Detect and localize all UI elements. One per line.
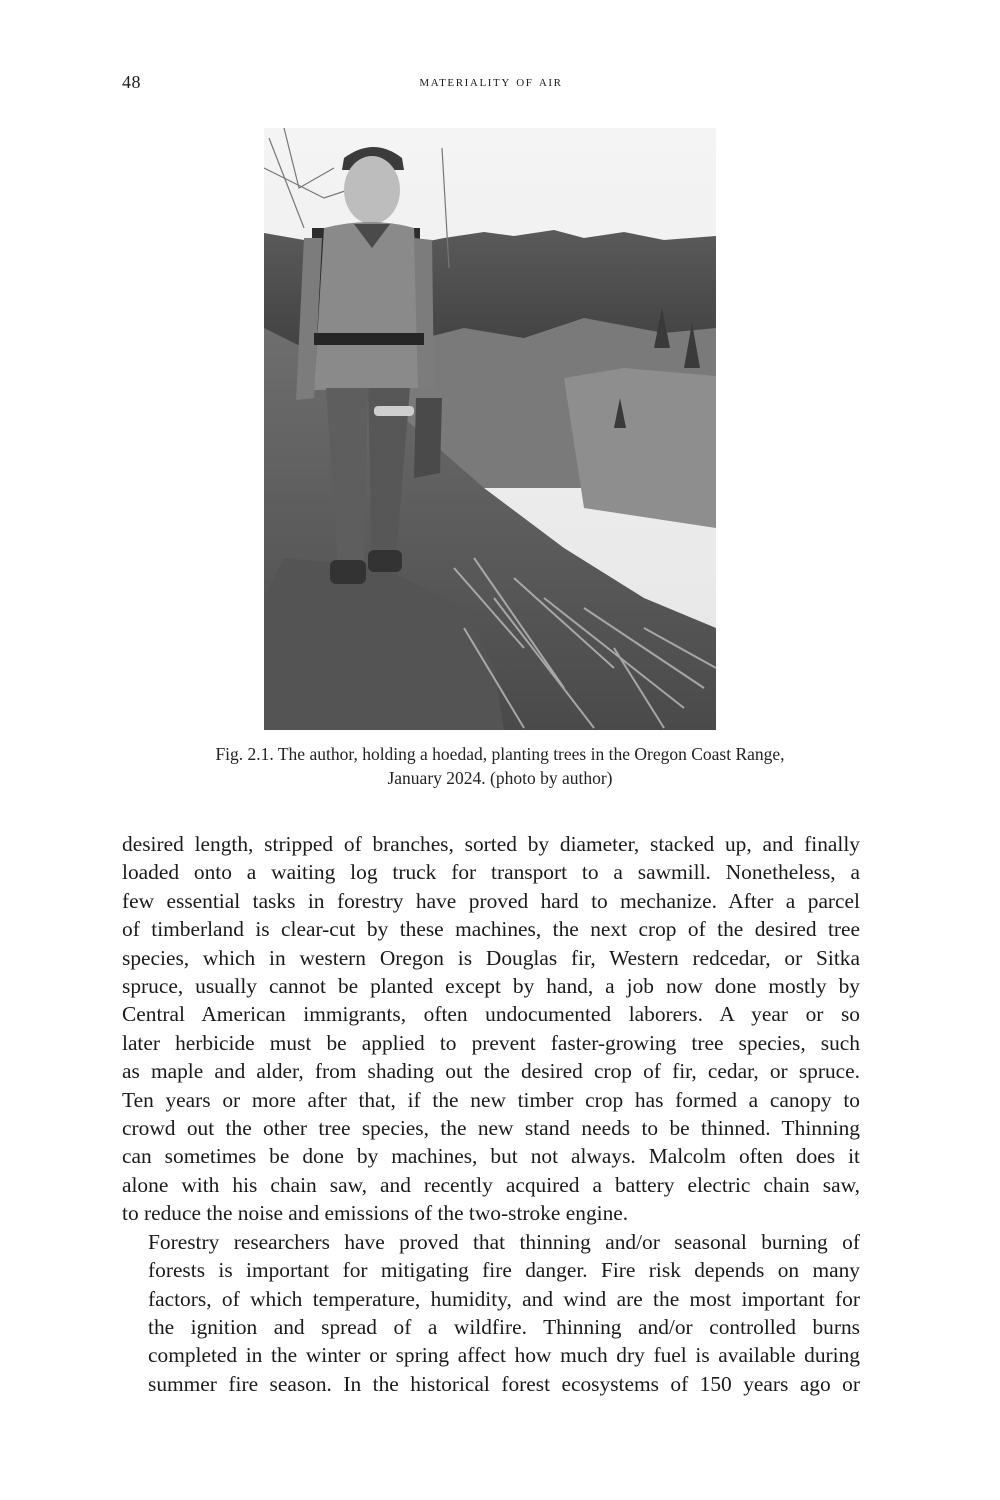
body-text xyxy=(122,830,860,1398)
text-line: Ten years or more after that, if the new timber crop has formed a canopy to xyxy=(122,1087,860,1112)
text-line: factors, of which temperature, humidity, and wind are the most important for xyxy=(148,1286,860,1311)
figure-caption xyxy=(130,742,870,790)
text-line: species, which in western Oregon is Douglas fir, Western redcedar, or Sitka xyxy=(122,945,860,970)
paragraph-2 xyxy=(122,1228,860,1398)
text-line: completed in the winter or spring affect how much dry fuel is available during xyxy=(148,1343,860,1368)
running-head xyxy=(122,72,860,96)
page-number: 48 xyxy=(122,72,141,92)
figure-photo xyxy=(264,128,716,730)
text-line: Central American immigrants, often undocumented laborers. A year or so xyxy=(122,1002,860,1027)
text-line: as maple and alder, from shading out the desired crop of fir, cedar, or spruce. xyxy=(122,1059,860,1084)
text-line: of timberland is clear-cut by these machines, the next crop of the desired tree xyxy=(122,917,860,942)
text-line: can sometimes be done by machines, but not always. Malcolm often does it xyxy=(122,1144,860,1169)
text-line: the ignition and spread of a wildfire. Thinning and/or controlled burns xyxy=(148,1314,860,1339)
paragraph-1 xyxy=(122,830,860,1228)
running-title: materiality of air xyxy=(419,74,563,90)
text-line: few essential tasks in forestry have proved hard to mechanize. After a parcel xyxy=(122,888,860,913)
text-line: loaded onto a waiting log truck for transport to a sawmill. Nonetheless, a xyxy=(122,860,860,885)
text-line: alone with his chain saw, and recently acquired a battery electric chain saw, xyxy=(122,1172,860,1197)
text-line: crowd out the other tree species, the new stand needs to be thinned. Thinning xyxy=(122,1116,860,1141)
text-line: to reduce the noise and emissions of the two-stroke engine. xyxy=(122,1201,629,1226)
photo-author-planting-trees xyxy=(264,128,716,730)
caption-line-2: January 2024. (photo by author) xyxy=(387,768,613,788)
text-line: spruce, usually cannot be planted except by hand, a job now done mostly by xyxy=(122,974,860,999)
text-line: Forestry researchers have proved that thinning and/or seasonal burning of xyxy=(148,1229,860,1254)
text-line: summer fire season. In the historical forest ecosystems of 150 years ago or xyxy=(148,1371,860,1396)
caption-line-1: Fig. 2.1. The author, holding a hoedad, planting trees in the Oregon Coast Range, xyxy=(215,744,785,764)
text-line: later herbicide must be applied to prevent faster-growing tree species, such xyxy=(122,1030,860,1055)
text-line: desired length, stripped of branches, sorted by diameter, stacked up, and finally xyxy=(122,832,860,856)
text-line: forests is important for mitigating fire danger. Fire risk depends on many xyxy=(148,1258,860,1283)
